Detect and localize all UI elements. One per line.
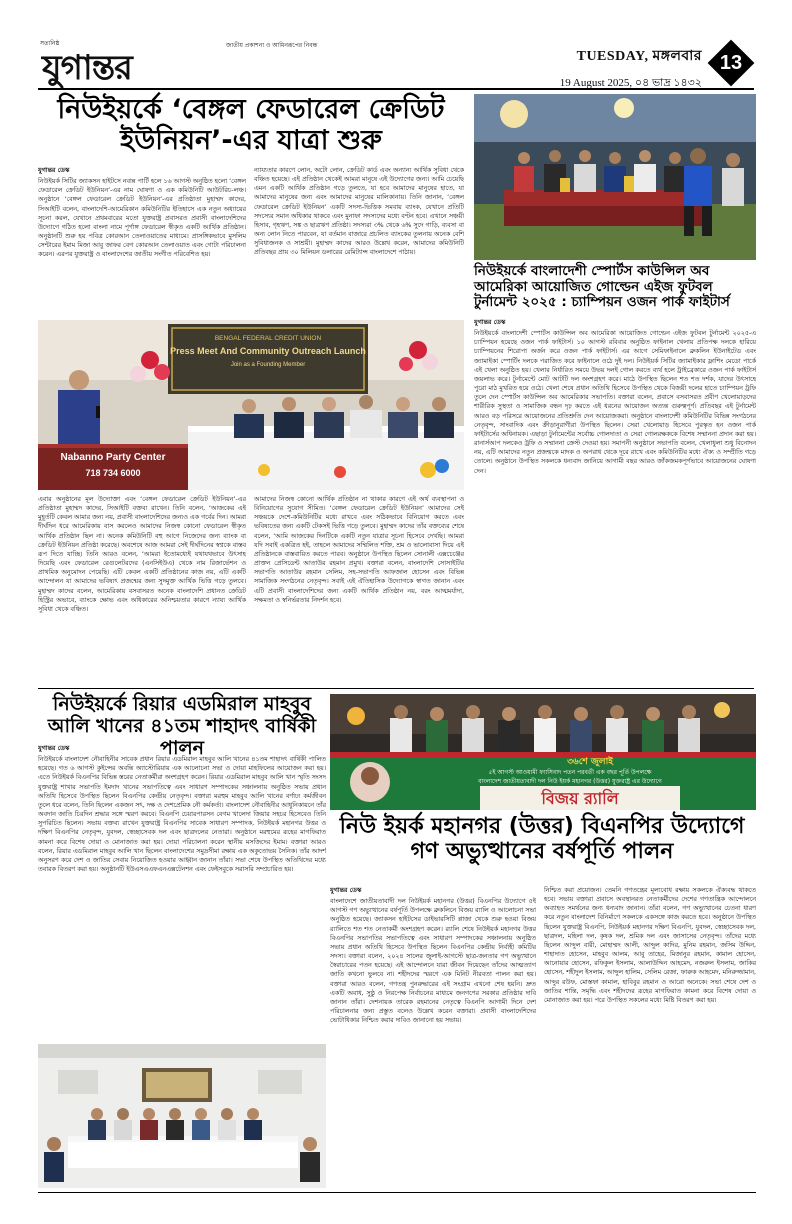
story1-col-a	[38, 166, 246, 316]
photo-rally-scene	[330, 694, 756, 810]
masthead-tagline: জাতীয় প্রকাশনা ও আমিনরূপের নিবন্ধ	[226, 42, 318, 49]
photo1-banner: Press Meet And Community Outreach Launch	[170, 346, 366, 356]
photo-memorial-scene	[38, 1044, 326, 1188]
logo	[40, 38, 190, 88]
photo-memorial-meeting	[38, 1044, 326, 1188]
photo4-banner-date: ৩৬শে জুলাই	[567, 757, 613, 767]
photo1-sign-name: Nabanno Party Center	[60, 452, 166, 463]
story1-desk: যুগান্তর ডেস্ক	[38, 167, 70, 174]
story2-headline: নিউইয়র্কে বাংলাদেশী স্পোর্টস কাউন্সিল অব আমেরিকা আয়োজিত গোল্ডেন এইজ ফুটবল টুর্নামেন্ট ২০২৫ : চ্যাম্পিয়ন ওজন পার্ক ফাইটার্স	[474, 263, 730, 311]
story3-text: নিউইয়র্কে বাংলাদেশ নৌবাহিনীর সাবেক প্রধান রিয়ার এডমিরাল মাহবুব আলি খানের ৪১তম শাহাদৎ বার্ষিকী পালিত হয়েছে। গত ৬ আগস্ট কুইন্সের অবন্তি অ্যাস্টোরিয়ায় এক আলোচনা সভা ও দোয়া মাহফিলের আয়োজন করা হয়। এতে নিউইয়র্ক বিএনপির বিভিন্ন স্তরের নেতাকর্মীরা অংশগ্রহণ করেন। রিয়ার এডমিরাল মাহবুব আলি খান স্মৃতি সংসদ যুক্তরাষ্ট্র শাখার সভাপতি ইমদাদ খানের সভাপতিত্বে এবং সাধারণ সম্পাদকের সঞ্চালনায় অনুষ্ঠিত সভায় প্রধান অতিথি হিসেবে উপস্থিত ছিলেন বিএনপির কেন্দ্রীয় নেতৃবৃন্দ। বক্তারা মরহুম মাহবুব আলি খানের বর্ণাঢ্য কর্মজীবন তুলে ধরে বলেন, তিনি ছিলেন একজন সৎ, দক্ষ ও দেশপ্রেমিক নৌ কর্মকর্তা। বাংলাদেশ নৌবাহিনীর আধুনিকায়নে তাঁর অবদান জাতি চিরদিন শ্রদ্ধার সঙ্গে স্মরণ করবে। বিএনপি চেয়ারপারসন বেগম খালেদা জিয়ার সহচর হিসেবেও তিনি সুপরিচিত ছিলেন। সভায় বক্তব্য রাখেন যুক্তরাষ্ট্র বিএনপির সাবেক সাধারণ সম্পাদক, নিউইয়র্ক মহানগর উত্তর ও দক্ষিণ বিএনপির নেতৃবৃন্দ, যুবদল, স্বেচ্ছাসেবক দল এবং ছাত্রদলের নেতারা। অনুষ্ঠানে মরহুমের রূহের মাগফিরাত কামনা করে বিশেষ দোয়া ও মোনাজাত করা হয়। দোয়া পরিচালনা করেন স্থানীয় মসজিদের ইমাম। বক্তারা আরও বলেন, রিয়ার এডমিরাল মাহবুব আলি খান ছিলেন বাংলাদেশের সমুদ্রসীমা রক্ষায় এক অকুতোভয় সৈনিক। তাঁর আদর্শ অনুসরণ করে দেশ ও জাতির সেবায় নিয়োজিত হওয়ার আহ্বান জানান তাঁরা। সভা শেষে উপস্থিত অতিথিদের মধ্যে তবারক বিতরণ করা হয়। অনুষ্ঠানটি ইউএসএএফএনএক্সটেনশন এবং ফেইসবুকে সরাসরি সম্প্রচারিত হয়।	[38, 756, 326, 874]
photo-victory-rally	[330, 694, 756, 810]
story3-headline: নিউইয়র্কে রিয়ার এডমিরাল মাহবুব আলি খানের ৪১তম শাহাদৎ বার্ষিকী পালন	[47, 693, 317, 759]
photo-football-ceremony	[474, 94, 756, 260]
photo4-banner-big: বিজয় র‍্যালি	[541, 789, 619, 808]
story3-desk: যুগান্তর ডেস্ক	[38, 745, 70, 752]
photo4-banner-line: ৫ই আগস্ট আওয়ামী ফ্যাসিবাদ পতন পরবর্তী এক বছর পূর্তি উপলক্ষে	[488, 769, 652, 776]
photo1-sign-phone: 718 734 6000	[85, 468, 141, 478]
story1-col-d	[254, 495, 464, 685]
page-number: 13	[719, 51, 743, 74]
issue-date: 19 August 2025, ০৪ ভাদ্র ১৪৩২	[559, 77, 702, 89]
logo-tagline-small: সত্যনিষ্ঠ	[40, 40, 60, 47]
story3-body	[38, 744, 326, 1040]
story4-text-a: বাংলাদেশে জাতীয়তাবাদী দল নিউইয়র্ক মহানগর (উত্তর) বিএনপির উদ্যোগে ৫ই আগস্ট গণ অভ্যুত্থানের বর্ষপূর্তি উপলক্ষে ব্রুকলিনে বিজয় র‍্যালি ও আলোচনা সভা অনুষ্ঠিত হয়েছে। জ্যাকসন হাইটসের ডাইভারসিটি প্লাজা থেকে শুরু হওয়া বিজয় র‍্যালিতে শত শত নেতাকর্মী অংশগ্রহণ করেন। র‍্যালি শেষে নিউইয়র্ক মহানগর উত্তর বিএনপির সভাপতির সভাপতিত্বে এবং সাধারণ সম্পাদকের সঞ্চালনায় অনুষ্ঠিত সভায় প্রধান অতিথি হিসেবে উপস্থিত ছিলেন বিএনপির কেন্দ্রীয় নির্বাহী কমিটির সদস্য। বক্তারা বলেন, ২০২৪ সালের জুলাই-আগস্টে ছাত্র-জনতার গণ অভ্যুত্থানে স্বৈরাচারের পতন হয়েছে। এই আন্দোলনে যারা জীবন দিয়েছেন তাঁদের আত্মত্যাগ জাতি কখনো ভুলবে না। শহীদদের স্মরণে এক মিনিট নীরবতা পালন করা হয়। বক্তারা আরও বলেন, গণতন্ত্র পুনরুদ্ধারের এই সংগ্রাম এখনো শেষ হয়নি। দ্রুত একটি অবাধ, সুষ্ঠু ও নিরপেক্ষ নির্বাচনের মাধ্যমে জনগণের সরকার প্রতিষ্ঠার দাবি জানান তাঁরা। দেশনায়ক তারেক রহমানের নেতৃত্বে বিএনপি আগামী দিনে দেশ পরিচালনার জন্য প্রস্তুত বলেও উল্লেখ করেন বক্তারা। প্রবাসী বাংলাদেশিদের ভোটাধিকার নিশ্চিত করার দাবিও জানানো হয় সভায়।	[330, 898, 536, 1025]
story1-text-c: এবার অনুষ্ঠানের মূল উদ্যোক্তা এবং ‘বেঙ্গল ফেডারেল ক্রেডিট ইউনিয়ন’-এর প্রতিষ্ঠাতা মুহাম্মদ কাদের, সিআইটি বক্তব্য রাখেন। তিনি বলেন, ‘আজকের এই মুহূর্তটি কেবল আমার জন্য নয়, প্রবাসী বাংলাদেশিদের জন্যও এক গর্বের দিন। আমরা দীর্ঘদিন ধরে আমেরিকায় বাস করলেও আমাদের নিজস্ব কোনো ফেডারেল স্বীকৃত আর্থিক প্রতিষ্ঠান ছিল না। অনেক কমিউনিটি বহু আগে নিজেদের জন্য ব্যাংক বা ক্রেডিট ইউনিয়ন প্রতিষ্ঠা করেছে। অবশেষে আজ আমরা সেই দীর্ঘদিনের স্বপ্নকে বাস্তব রূপ দিতে যাচ্ছি। তিনি আরও বলেন, ‘আমরা ইতোমধ্যেই যথাযথভাবে উৎসাহ দিয়েছি এবং ফেডারেল রেগুলেটরদের (এনসিইউএ) থেকে নাম রিজার্ভেশন ও প্রাথমিক অনুমোদন পেয়েছি। এটি কেবল একটি প্রতিষ্ঠানের কাজ নয়, এটি একটি আন্দোলন যা আমাদের ভবিষ্যৎ প্রজন্মের জন্য সুদমুক্ত আর্থিক ভিত্তি গড়ে তুলবে। মুহাম্মদ কাদের বলেন, আমেরিকায় বসবাসরত অনেক বাংলাদেশি প্রধানত ক্রেডিট হিস্ট্রির অভাবে, ব্যাংকে ক্ষোভ এবং অধিকারের অনিশ্চয়তার কারণে ন্যায্য আর্থিক সুবিধা থেকে বঞ্চিত।	[38, 496, 246, 613]
story1-headline: নিউইয়র্কে ‘বেঙ্গল ফেডারেল ক্রেডিট ইউনিয়ন’-এর যাত্রা শুরু	[57, 94, 445, 157]
photo4-banner-org: বাংলাদেশ জাতীয়তাবাদী দল নিউ ইয়র্ক মহানগর (উত্তর) যুক্তরাষ্ট্র এর উদ্যোগে	[478, 778, 662, 785]
story4-headline: নিউ ইয়র্ক মহানগর (উত্তর) বিএনপির উদ্যোগে গণ অভ্যুত্থানের বর্ষপূর্তি পালন	[339, 814, 745, 865]
photo-football-scene	[474, 94, 756, 260]
story4-col-a	[330, 886, 536, 1190]
paper-name: যুগান্তর	[42, 48, 132, 88]
story2-body	[474, 318, 756, 686]
story1-col-c	[38, 495, 246, 685]
issue-date-block	[560, 44, 702, 93]
story2-desk: যুগান্তর ডেস্ক	[474, 319, 506, 326]
photo1-banner-top: BENGAL FEDERAL CREDIT UNION	[214, 335, 322, 342]
story1-text-d: আমাদের নিজস্ব কোনো আর্থিক প্রতিষ্ঠান না থাকার কারণে এই অর্থ ব্যবস্থাপনা ও বিনিয়োগের সুযোগ সীমিত। ‘বেঙ্গল ফেডারেল ক্রেডিট ইউনিয়ন’ আমাদের সেই সঞ্চয়কে দেশে-কমিউনিটির মধ্যে রাখবে এবং সঠিকভাবে বিনিয়োগ করতে এবং ভবিষ্যতের জন্য একটি টেকসই ভিত্তি গড়ে তুলবে। মুহাম্মদ কাদের তাঁর বক্তব্যের শেষে বলেন, ‘আমি আজকের দিনটিকে একটি নতুন যাত্রার সূচনা হিসেবে দেখছি। আমরা যদি সবাই একত্রিত হই, তাহলে আমাদের সম্মিলিত শক্তি, শ্রম ও ভালোবাসা দিয়ে এই প্রতিষ্ঠানকে বাস্তবায়িত করতে পারব। অনুষ্ঠানে উপস্থিত ছিলেন সোনালী এক্সচেঞ্জের প্রাক্তন প্রেসিডেন্ট আতাউর রহমান প্রমুখ। বক্তারা বলেন, বাংলাদেশি সোসাইটির সভাপতি আতাউর রহমান সেলিম, সহ-সভাপতি আফজাল হোসেন এবং বিভিন্ন সামাজিক সংগঠনের নেতৃবৃন্দ। সবাই এই ঐতিহাসিক উদ্যোগকে স্বাগত জানান এবং এটি প্রবাসী বাংলাদেশিদের জন্য একটি আর্থিক প্রতিষ্ঠান নয়, বরং আত্মমর্যাদা, সক্ষমতা ও স্বনির্ভরতার নিদর্শন হবে।	[254, 496, 464, 604]
masthead	[38, 38, 754, 90]
story4-text-b: নিশ্চিত করা প্রয়োজন। তেমনি গণতন্ত্রের মূল্যবোধ রক্ষায় সকলকে ঐক্যবদ্ধ থাকতে হবে। সভায় বক্তারা প্রবাসে অবস্থানরত নেতাকর্মীদের দেশের গণতান্ত্রিক আন্দোলনে অব্যাহত সমর্থনের জন্য ধন্যবাদ জানান। তাঁরা বলেন, গণ অভ্যুত্থানের চেতনা ধারণ করে নতুন বাংলাদেশ বিনির্মাণে সকলকে একসঙ্গে কাজ করতে হবে। অনুষ্ঠানে উপস্থিত ছিলেন যুক্তরাষ্ট্র বিএনপি, নিউইয়র্ক মহানগর দক্ষিণ বিএনপি, যুবদল, স্বেচ্ছাসেবক দল, ছাত্রদল, মহিলা দল, কৃষক দল, শ্রমিক দল এবং জাসাসের নেতৃবৃন্দ। তাঁদের মধ্যে ছিলেন আব্দুল বারী, মোহাম্মদ আলী, আব্দুল কাদির, মুনিম রহমান, জসিম উদ্দিন, শাহাদাত হোসেন, মাহবুব আলম, আবু তাহের, মিজানুর রহমান, কামাল হোসেন, আনোয়ার হোসেন, রফিকুল ইসলাম, আলাউদ্দিন আহমেদ, নজরুল ইসলাম, জাকির হোসেন, শহীদুল ইসলাম, আব্দুল হালিম, সেলিম রেজা, ফারুক আহমেদ, মনিরুজ্জামান, আব্দুর রউফ, মোস্তফা কামাল, হাবিবুর রহমান ও আরো অনেকে। সভা শেষে দেশ ও জাতির শান্তি, সমৃদ্ধি এবং শহীদদের রূহের মাগফিরাত কামনা করে বিশেষ দোয়া ও মোনাজাত করা হয়। পরে উপস্থিত সকলের মধ্যে মিষ্টি বিতরণ করা হয়।	[544, 887, 756, 1004]
photo-credit-union-scene	[38, 320, 464, 490]
photo-credit-union-launch	[38, 320, 464, 490]
story1-text-b: ন্যায্যতার কারণে লোন, অটো লোন, ক্রেডিট কার্ড এবং অন্যান্য আর্থিক সুবিধা থেকে বঞ্চিত হয়েছে। এই প্রতিষ্ঠান থেকেই আমরা মানুষে এই উদ্যোগের জন্য। আমি চেয়েছি এমন একটি আর্থিক প্রতিষ্ঠান গড়ে তুলতে, যা হবে আমাদের মানুষের হাতে, যা আমাদের মানুষের জন্য এবং আমাদের মানুষের মালিকানায়। তিনি জানান, ‘বেঙ্গল ফেডারেল ক্রেডিট ইউনিয়ন’ একটি সদস্য-ভিত্তিক সমবায় ব্যাংক, যেখানে প্রতিটি সদস্যের সমান অধিকার থাকবে এবং মুনাফা সদস্যদের মধ্যে বণ্টন হবে। এখানে সঞ্চয়ী হিসাব, গৃহঋণ, সঙ্ক ও ছাত্রঋণ প্রতিষ্ঠা। সদস্যরা ৩% থেকে ৬% সুদে গাড়ি, ব্যবসা বা অন্য লোন নিতে পারবেন, যা বর্তমান বাজারে প্রচলিত ব্যাংকের তুলনায় অনেক বেশি সুবিধাজনক ও সাশ্রয়ী। মুহাম্মদ কাদের আরও উল্লেখ করেন, আমাদের কমিউনিটি প্রতিবছর প্রায় ৩০ মিলিয়ন ডলারের রেমিট্যান্স বাংলাদেশে পাঠায়।	[254, 167, 464, 257]
story1-col-b	[254, 166, 464, 316]
section-divider	[38, 688, 754, 689]
story4-col-b	[544, 886, 756, 1190]
story1-text-a: নিউইয়র্ক সিটির জ্যাকসন হাইটসে নবান্ন পার্টি হলে ১৬ আগস্ট অনুষ্ঠিত হলো ‘বেঙ্গল ফেডারেল ক্রেডিট ইউনিয়ন’-এর নাম ঘোষণা ও এক কমিউনিটি আউটরিচ-লঞ্চ। অনুষ্ঠানে ‘বেঙ্গল ফেডারেল ক্রেডিট ইউনিয়ন’-এর প্রতিষ্ঠাতা মুহাম্মদ কাদের, সিআইটি বলেন, বাংলাদেশি-আমেরিকান কমিউনিটির ইতিহাসে এক নতুন অধ্যায়ের সূচনা করল, যেখানে প্রথমবারের মতো যুক্তরাষ্ট্র প্রবাসরত প্রবাসী বাংলাদেশিদের উদ্যোগে গঠিত হলো বাংলা নামে পূর্ণাঙ্গ ফেডারেল স্বীকৃত একটি আর্থিক প্রতিষ্ঠান। অনুষ্ঠানটি শুরু হয় পবিত্র কোরআন তেলাওয়াতের মাধ্যমে। প্রাসঙ্গিকভাবে মুসলিম সেন্টারের ইমাম মিজা আবু জাফর বেগ কোরআন তেলাওয়াত এবং গোটা পরিচালনা করেন। এরপর যুক্তরাষ্ট্র ও বাংলাদেশের জাতীয় সংগীত পরিবেশিত হয়।	[38, 178, 246, 259]
story4-desk: যুগান্তর ডেস্ক	[330, 887, 362, 894]
page-bottom-rule	[38, 1192, 756, 1193]
photo1-banner-sub: Join as a Founding Member	[230, 362, 306, 368]
issue-day: TUESDAY, মঙ্গলবার	[576, 49, 702, 64]
story2-text: নিউইয়র্কে বাংলাদেশী স্পোর্টস কাউন্সিল অব আমেরিকা আয়োজিত গোল্ডেন এইজ ফুটবল টুর্নামেন্ট ২০২৫-এ চ্যাম্পিয়ন হয়েছে ওজন পার্ক ফাইটার্স। ১০ আগস্ট রবিবার অনুষ্ঠিত ফাইনাল খেলায় প্রতিপক্ষ দলকে হারিয়ে চ্যাম্পিয়নের শিরোপা অর্জন করে ওজন পার্ক ফাইটার্স। এর আগে সেমিফাইনালে ব্রুকলিন ইউনাইটেড এবং জ্যামাইকা স্পোর্টিং দলকে পরাজিত করে ফাইনালে ওঠে দুই দল। নিউইয়র্ক সিটির জ্যামাইকার ফ্লাশিং মেডো পার্কে এই খেলা অনুষ্ঠিত হয়। খেলার নির্ধারিত সময়ে উভয় দলই গোল করতে ব্যর্থ হলে ট্রাইব্রেকারে ওজন পার্ক ফাইটার্স জয়লাভ করে। টুর্নামেন্টে মোট আটটি দল অংশগ্রহণ করে। মাঠে উপস্থিত ছিলেন শত শত দর্শক, যাদের উৎসাহে পুরো মাঠ মুখরিত হয়ে ওঠে। খেলা শেষে প্রধান অতিথি হিসেবে উপস্থিত থেকে বিজয়ী দলের হাতে চ্যাম্পিয়ন ট্রফি তুলে দেন স্পোর্টস কাউন্সিল অব আমেরিকার সভাপতি। বক্তারা বলেন, প্রবাসে বসবাসরত প্রবীণ খেলোয়াড়দের শারীরিক সুস্থতা ও সামাজিক বন্ধন দৃঢ় করতে এই ধরনের আয়োজন অত্যন্ত গুরুত্বপূর্ণ। প্রতিবছর এই টুর্নামেন্ট আরও বড় পরিসরে আয়োজনের প্রতিশ্রুতি দেন আয়োজকরা। অনুষ্ঠানে বাংলাদেশী কমিউনিটির বিভিন্ন সংগঠনের নেতৃবৃন্দ, সাংবাদিক এবং ক্রীড়ানুরাগীরা উপস্থিত ছিলেন। সেরা খেলোয়াড় হিসেবে পুরস্কৃত হন ওজন পার্ক ফাইটার্সের অধিনায়ক। এছাড়া টুর্নামেন্টের সর্বোচ্চ গোলদাতা ও সেরা গোলরক্ষককে বিশেষ সম্মাননা প্রদান করা হয়। রানার্সআপ দলকেও ট্রফি ও সম্মাননা ক্রেস্ট দেওয়া হয়। সমাপনী অনুষ্ঠানে সভাপতি বলেন, খেলাধুলা শুধু বিনোদন নয়, এটি আমাদের নতুন প্রজন্মকে মাদক ও অপরাধ থেকে দূরে রাখে এবং কমিউনিটির মধ্যে ঐক্য ও সম্প্রীতি গড়ে তোলে। অনুষ্ঠানে উপস্থিত সকলকে ধন্যবাদ জানিয়ে আগামী বছর আরও জাঁকজমকপূর্ণভাবে আয়োজনের ঘোষণা দেন।	[474, 330, 756, 475]
